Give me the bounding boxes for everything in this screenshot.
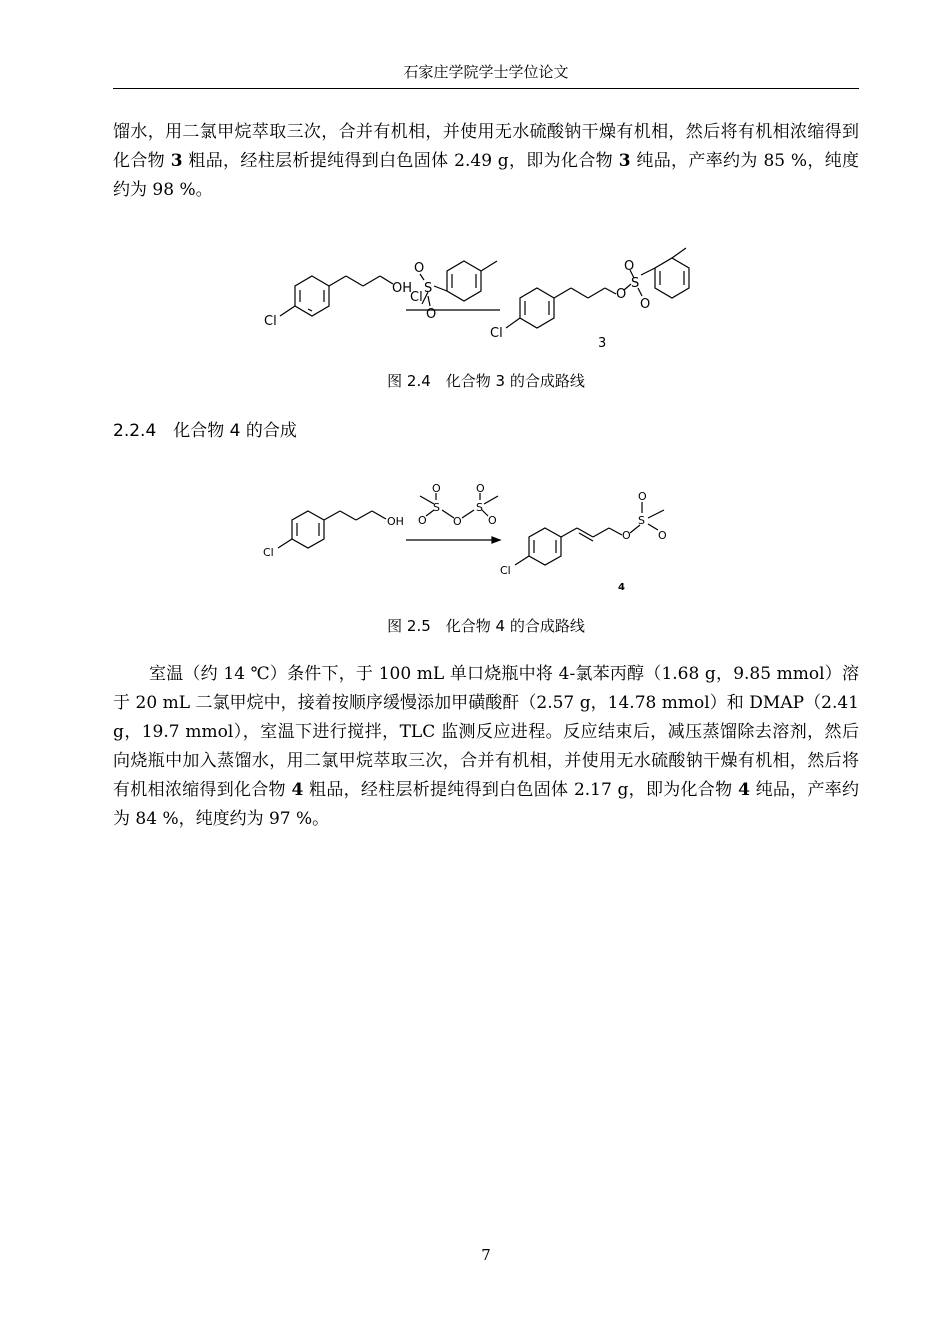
atom-label-o: O <box>658 529 667 542</box>
paragraph-2-text-2: 粗品，经柱层析提纯得到白色固体 2.17 g，即为化合物 <box>303 780 739 800</box>
atom-label-s: S <box>631 276 640 291</box>
atom-label-s: S <box>476 501 483 514</box>
atom-label-cl: Cl <box>264 314 277 329</box>
reaction-scheme-figure-2-4 <box>250 228 730 358</box>
figure-caption: 图 2.4 化合物 3 的合成路线 <box>387 372 585 390</box>
page-header: 石家庄学院学士学位论文 <box>403 63 569 81</box>
paragraph-1-text-3: 纯品，产率约为 85 %，纯度约为 98 %。 <box>113 151 860 200</box>
atom-label-s: S <box>638 514 645 527</box>
atom-label-cl: Cl <box>263 546 274 559</box>
atom-label-o: O <box>488 514 497 527</box>
paragraph-2-text-3: 纯品，产率约为 84 %，纯度约为 97 %。 <box>113 780 860 829</box>
atom-label-o: O <box>418 514 427 527</box>
section-heading: 2.2.4 化合物 4 的合成 <box>113 421 297 441</box>
atom-label-cl: Cl <box>490 326 503 341</box>
compound-ref: 4 <box>291 780 304 800</box>
figure-caption: 图 2.5 化合物 4 的合成路线 <box>387 617 585 635</box>
paragraph-1-text-1: 馏水，用二氯甲烷萃取三次，合并有机相，并使用无水硫酸钠干燥有机相，然后将有机相浓缩得到化合物 <box>113 122 859 171</box>
compound-number: 3 <box>598 336 607 351</box>
atom-label-o: O <box>476 482 485 495</box>
atom-label-s: S <box>424 281 433 296</box>
compound-ref: 3 <box>618 151 631 171</box>
atom-label-oh: OH <box>387 515 404 528</box>
header-rule <box>113 88 859 89</box>
paragraph-1 <box>113 118 859 205</box>
paragraph-2 <box>113 660 859 834</box>
atom-label-o: O <box>616 287 627 302</box>
reaction-scheme-figure-2-5 <box>250 478 730 598</box>
compound-ref: 3 <box>170 151 183 171</box>
atom-label-o: O <box>640 297 651 312</box>
page-number: 7 <box>481 1246 491 1264</box>
atom-label-o: O <box>432 482 441 495</box>
atom-label-o: O <box>622 529 631 542</box>
atom-label-cl: Cl <box>500 564 511 577</box>
atom-label-o: O <box>453 515 462 528</box>
atom-label-oh: OH <box>392 281 413 296</box>
atom-label-o: O <box>624 259 635 274</box>
atom-label-o: O <box>638 490 647 503</box>
compound-number: 4 <box>618 582 625 593</box>
atom-label-s: S <box>433 501 440 514</box>
paragraph-2-text-1: 室温（约 14 ℃）条件下，于 100 mL 单口烧瓶中将 4-氯苯丙醇（1.68 g，9.85 mmol）溶于 20 mL 二氯甲烷中，接着按顺序缓慢添加甲磺酸酐（2.57 g，14.78 mmol）和 DMAP（2.41 g，19.7 mmol），室温下进行搅拌，TLC 监测反应进程。反应结束后，减压蒸馏除去溶剂，然后向烧瓶中加入蒸馏水，用二氯甲烷萃取三次，合并有机相，并使用无水硫酸钠干燥有机相，然后将有机相浓缩得到化合物 <box>113 664 859 800</box>
paragraph-1-text-2: 粗品，经柱层析提纯得到白色固体 2.49 g，即为化合物 <box>182 151 619 171</box>
atom-label-cl: Cl <box>410 290 423 305</box>
compound-ref: 4 <box>738 780 750 800</box>
atom-label-o: O <box>414 261 425 276</box>
atom-label-o: O <box>426 307 437 322</box>
